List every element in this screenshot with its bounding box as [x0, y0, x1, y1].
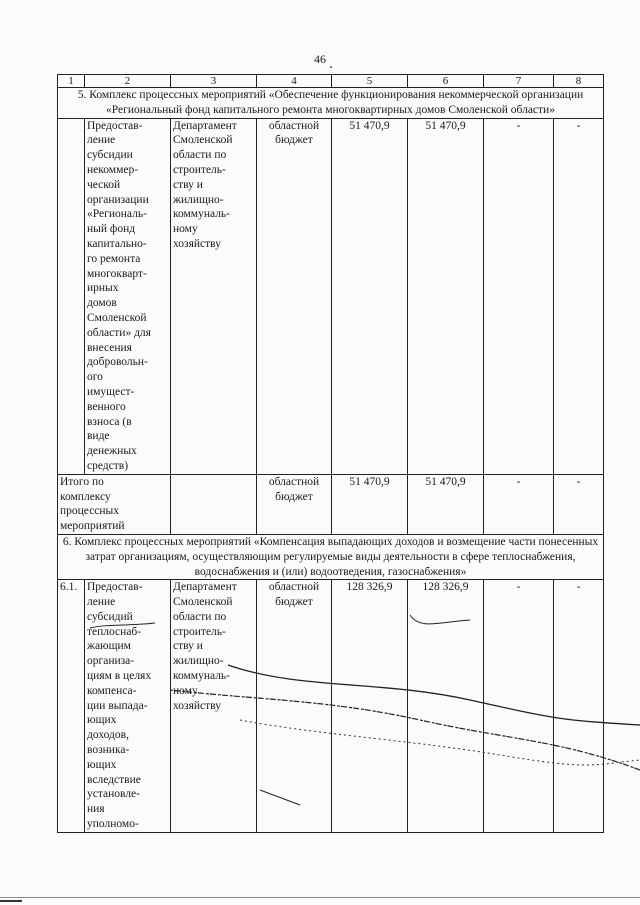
table-row — [58, 118, 604, 474]
col-header: 8 — [554, 75, 604, 88]
col-header: 2 — [85, 75, 171, 88]
amount-year1: 128 326,9 — [408, 580, 484, 833]
column-number-row — [58, 75, 604, 88]
amount-year1: 51 470,9 — [408, 474, 484, 534]
row-number — [58, 118, 85, 474]
amount-year3: - — [554, 118, 604, 474]
funding-source: областной бюджет — [257, 118, 332, 474]
section5-title: 5. Комплекс процессных мероприятий «Обеспечение функционирования некоммерческой организации «Региональный фонд капитального ремонта многоквартирных домов Смоленской области» — [58, 88, 604, 119]
funding-source: областной бюджет — [257, 474, 332, 534]
section6-title: 6. Комплекс процессных мероприятий «Компенсация выпадающих доходов и возмещение части понесенных затрат организациям, осуществляющим регулируемые виды деятельности в сфере теплоснабжения, водоснабжения и (или) водоотведения, газоснабжения» — [58, 534, 604, 579]
amount-total: 51 470,9 — [332, 474, 408, 534]
bottom-rule-mark — [0, 900, 22, 902]
col-header: 4 — [257, 75, 332, 88]
amount-year3: - — [554, 474, 604, 534]
col-header: 5 — [332, 75, 408, 88]
amount-total: 51 470,9 — [332, 118, 408, 474]
total-label: Итого по комплексу процессных мероприятий — [58, 474, 171, 534]
page-number: 46 — [314, 52, 326, 66]
executor: Департамент Смоленской области по строитель- ству и жилищно- коммуналь- ному хозяйству — [171, 118, 257, 474]
measure-name: Предостав- ление субсидий теплоснаб- жающим организа- циям в целях компенса- ции выпада- ющих доходов, возника- ющих вследствие установле- ния уполномо- — [85, 580, 171, 833]
amount-total: 128 326,9 — [332, 580, 408, 833]
budget-table — [57, 74, 604, 833]
col-header: 3 — [171, 75, 257, 88]
total-row — [58, 474, 604, 534]
section-title-row — [58, 88, 604, 119]
section-title-row — [58, 534, 604, 579]
funding-source: областной бюджет — [257, 580, 332, 833]
executor: Департамент Смоленской области по строитель- ству и жилищно- коммуналь- ному хозяйству — [171, 580, 257, 833]
amount-year3: - — [554, 580, 604, 833]
row-number: 6.1. — [58, 580, 85, 833]
col-header: 7 — [484, 75, 554, 88]
amount-year2: - — [484, 580, 554, 833]
empty-cell — [171, 474, 257, 534]
measure-name: Предостав- ление субсидии некоммер- ческой организации «Региональ- ный фонд капитально- го ремонта многокварт- ирных домов Смоленской области» для внесения добровольн- ого имущест- венного взноса (в виде денежных средств) — [85, 118, 171, 474]
speck — [330, 66, 332, 68]
amount-year2: - — [484, 474, 554, 534]
amount-year1: 51 470,9 — [408, 118, 484, 474]
col-header: 1 — [58, 75, 85, 88]
bottom-rule — [0, 897, 640, 898]
table-row — [58, 580, 604, 833]
col-header: 6 — [408, 75, 484, 88]
amount-year2: - — [484, 118, 554, 474]
